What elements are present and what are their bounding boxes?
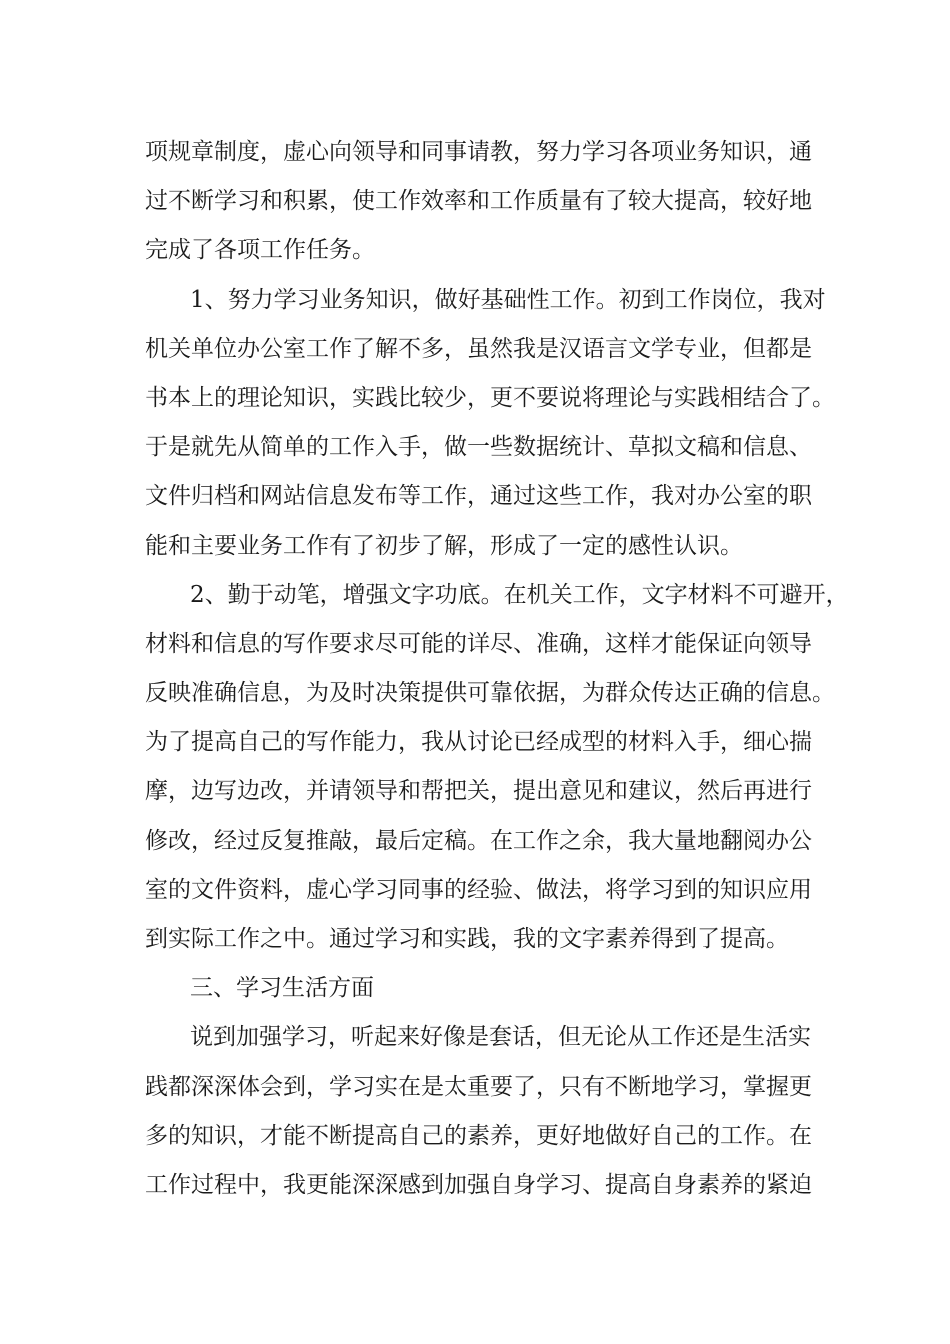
text-line: 修改，经过反复推敲，最后定稿。在工作之余，我大量地翻阅办公 — [145, 827, 812, 854]
section-heading — [145, 964, 815, 1013]
text-line: 过不断学习和积累，使工作效率和工作质量有了较大提高，较好地 — [145, 188, 812, 215]
paragraph-2 — [145, 276, 835, 571]
text-line: 机关单位办公室工作了解不多，虽然我是汉语言文学专业，但都是 — [145, 335, 812, 362]
text-line: 践都深深体会到，学习实在是太重要了，只有不断地学习，掌握更 — [145, 1073, 812, 1100]
text-line: 多的知识，才能不断提高自己的素养，更好地做好自己的工作。在 — [145, 1122, 812, 1149]
text-line: 到实际工作之中。通过学习和实践，我的文字素养得到了提高。 — [145, 926, 789, 952]
document-body — [145, 128, 849, 1210]
paragraph-1 — [145, 128, 815, 276]
text-line: 项规章制度，虚心向领导和同事请教，努力学习各项业务知识，通 — [145, 139, 812, 165]
text-line: 完成了各项工作任务。 — [145, 237, 375, 264]
text-line: 书本上的理论知识，实践比较少，更不要说将理论与实践相结合了。 — [145, 384, 835, 411]
text-line: 摩，边写边改，并请领导和帮把关，提出意见和建议，然后再进行 — [145, 778, 812, 805]
section-heading-text: 三、学习生活方面 — [190, 975, 374, 1002]
text-line: 说到加强学习，听起来好像是套话，但无论从工作还是生活实 — [190, 1024, 811, 1051]
text-line: 材料和信息的写作要求尽可能的详尽、准确，这样才能保证向领导 — [145, 630, 812, 657]
paragraph-4 — [145, 1013, 815, 1210]
text-line: 室的文件资料，虚心学习同事的经验、做法，将学习到的知识应用 — [145, 876, 812, 903]
text-line: 于是就先从简单的工作入手，做一些数据统计、草拟文稿和信息、 — [145, 434, 812, 461]
text-line: 文件归档和网站信息发布等工作，通过这些工作，我对办公室的职 — [145, 483, 812, 510]
paragraph-3 — [145, 571, 849, 965]
text-line: 2、勤于动笔，增强文字功底。在机关工作，文字材料不可避开， — [190, 581, 849, 608]
text-line: 反映准确信息，为及时决策提供可靠依据，为群众传达正确的信息。 — [145, 680, 835, 707]
text-line: 1、努力学习业务知识，做好基础性工作。初到工作岗位，我对 — [190, 286, 826, 313]
text-line: 工作过程中，我更能深深感到加强自身学习、提高自身素养的紧迫 — [145, 1171, 812, 1198]
text-line: 能和主要业务工作有了初步了解，形成了一定的感性认识。 — [145, 532, 743, 559]
text-line: 为了提高自己的写作能力，我从讨论已经成型的材料入手，细心揣 — [145, 729, 812, 756]
